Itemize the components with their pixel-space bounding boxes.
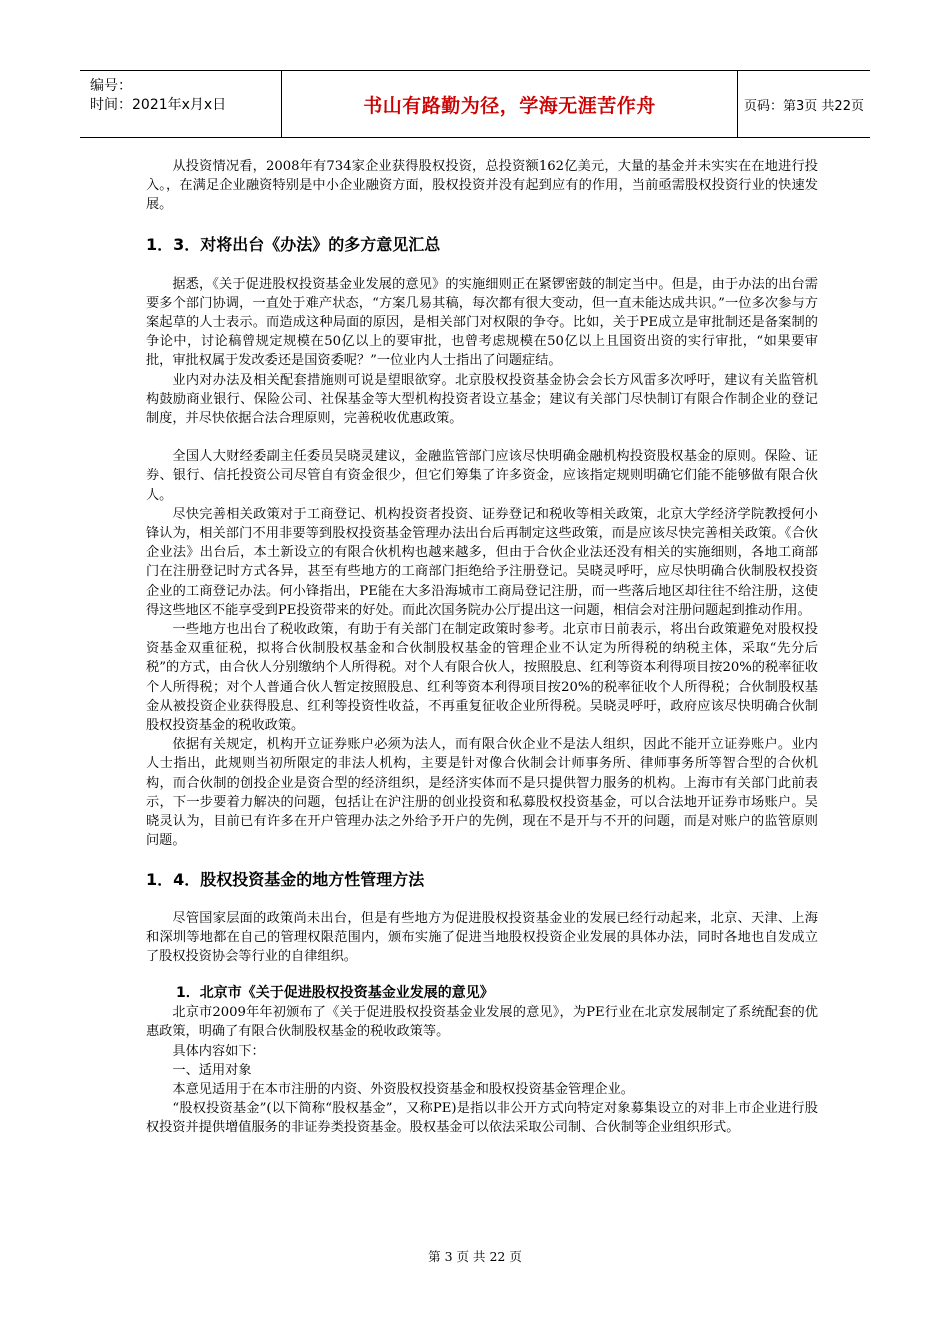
page-footer: 第 3 页 共 22 页 (428, 1249, 522, 1264)
paragraph: 业内对办法及相关配套措施则可说是望眼欲穿。北京股权投资基金协会会长方风雷多次呼吁，建议有关监管机构鼓励商业银行、保险公司、社保基金等大型机构投资者设立基金；建议有关部门尽快制订有限合作制企业的登记制度，并尽快依据合法合理原则，完善税收优惠政策。 (146, 372, 818, 427)
paragraph: 具体内容如下： (172, 1043, 265, 1059)
page-header (80, 70, 870, 138)
paragraph: 尽快完善相关政策对于工商登记、机构投资者投资、证券登记和税收等相关政策，北京大学经济学院教授何小锋认为，相关部门不用非要等到股权投资基金管理办法出台后再制定这些政策，而是应该尽快完善相关政策。《合伙企业法》出台后，本土新设立的有限合伙机构也越来越多，但由于合伙企业法还没有相关的实施细则，各地工商部门在注册登记时方式各异，甚至有些地方的工商部门拒绝给予注册登记。吴晓灵呼吁，应尽快明确合伙制股权投资企业的工商登记办法。何小锋指出，PE能在大多沿海城市工商局登记注册，而一些落后地区却往往不给注册，这使得这些地区不能享受到PE投资带来的好处。而此次国务院办公厅提出这一问题，相信会对注册问题起到推动作用。 (146, 506, 818, 618)
number-label: 编号： (90, 78, 132, 94)
subsection-heading-beijing: 1．北京市《关于促进股权投资基金业发展的意见》 (176, 985, 494, 1002)
paragraph: 北京市2009年年初颁布了《关于促进股权投资基金业发展的意见》，为PE行业在北京发展制定了系统配套的优惠政策，明确了有限合伙制股权基金的税收政策等。 (146, 1005, 818, 1040)
paragraph: 本意见适用于在本市注册的内资、外资股权投资基金和股权投资基金管理企业。 (172, 1081, 634, 1097)
paragraph: 依据有关规定，机构开立证券账户必须为法人，而有限合伙企业不是法人组织，因此不能开立证券账户。业内人士指出，此规则当初所限定的非法人机构，主要是针对像合伙制会计师事务所、律师事务所等智合型的合伙机构，而合伙制的创投企业是资合型的经济组织，是经济实体而不是只提供智力服务的机构。上海市有关部门此前表示，下一步要着力解决的问题，包括让在沪注册的创业投资和私募股权投资基金，可以合法地开证券市场账户。吴晓灵认为，目前已有许多在开户管理办法之外给予开户的先例，现在不是开与不开的问题，而是对账户的监管原则问题。 (146, 737, 818, 849)
section-heading-1-4: 1．4．股权投资基金的地方性管理方法 (146, 869, 425, 889)
header-motto-cell (282, 71, 738, 137)
motto-text: 书山有路勤为径，学海无涯苦作舟 (363, 94, 656, 117)
section-heading-1-3: 1．3．对将出台《办法》的多方意见汇总 (146, 234, 441, 254)
paragraph: 尽管国家层面的政策尚未出台，但是有些地方为促进股权投资基金业的发展已经行动起来，北京、天津、上海和深圳等地都在自己的管理权限范围内，颁布实施了促进当地股权投资企业发展的具体办法，同时各地也自发成立了股权投资协会等行业的自律组织。 (146, 910, 818, 964)
header-meta (80, 71, 282, 137)
paragraph: 从投资情况看，2008年有734家企业获得股权投资，总投资额162亿美元，大量的基金并未实实在在地进行投入。，在满足企业融资特别是中小企业融资方面，股权投资并没有起到应有的作用，当前亟需股权投资行业的快速发展。 (146, 159, 818, 213)
paragraph: 一、适用对象 (172, 1062, 252, 1078)
paragraph: 全国人大财经委副主任委员吴晓灵建议，金融监管部门应该尽快明确金融机构投资股权基金的原则。保险、证券、银行、信托投资公司尽管自有资金很少，但它们筹集了许多资金，应该指定规则明确它们能不能够做有限合伙人。 (146, 449, 818, 503)
document-body (146, 157, 818, 1138)
paragraph: 一些地方也出台了税收政策，有助于有关部门在制定政策时参考。北京市日前表示，将出台政策避免对股权投资基金双重征税，拟将合伙制股权基金和合伙制股权基金的管理企业不认定为所得税的纳税主体，采取“先分后税”的方式，由合伙人分别缴纳个人所得税。对个人有限合伙人，按照股息、红利等资本利得项目按20%的税率征收个人所得税；对个人普通合伙人暂定按照股息、红利等资本利得项目按20%的税率征收个人所得税；合伙制股权基金从被投资企业获得股息、红利等投资性收益，不再重复征收企业所得税。吴晓灵呼吁，政府应该尽快明确合伙制股权投资基金的税收政策。 (146, 622, 818, 734)
time-label: 时间：2021年x月x日 (90, 97, 227, 113)
page-info: 页码：第3页 共22页 (744, 98, 864, 114)
paragraph: 据悉，《关于促进股权投资基金业发展的意见》的实施细则正在紧锣密鼓的制定当中。但是，由于办法的出台需要多个部门协调，一直处于难产状态，“方案几易其稿，每次都有很大变动，但一直未能达成共识。”一位多次参与方案起草的人士表示。而造成这种局面的原因，是相关部门对权限的争夺。比如，关于PE成立是审批制还是备案制的争论中，讨论稿曾规定规模在50亿以上的要审批，也曾考虑规模在50亿以上且国资出资的实行审批，“如果要审批，审批权属于发改委还是国资委呢？”一位业内人士指出了问题症结。 (146, 276, 818, 369)
paragraph: “股权投资基金”(以下简称“股权基金”，又称PE)是指以非公开方式向特定对象募集设立的对非上市企业进行股权投资并提供增值服务的非证券类投资基金。股权基金可以依法采取公司制、合伙制等企业组织形式。 (146, 1101, 818, 1136)
